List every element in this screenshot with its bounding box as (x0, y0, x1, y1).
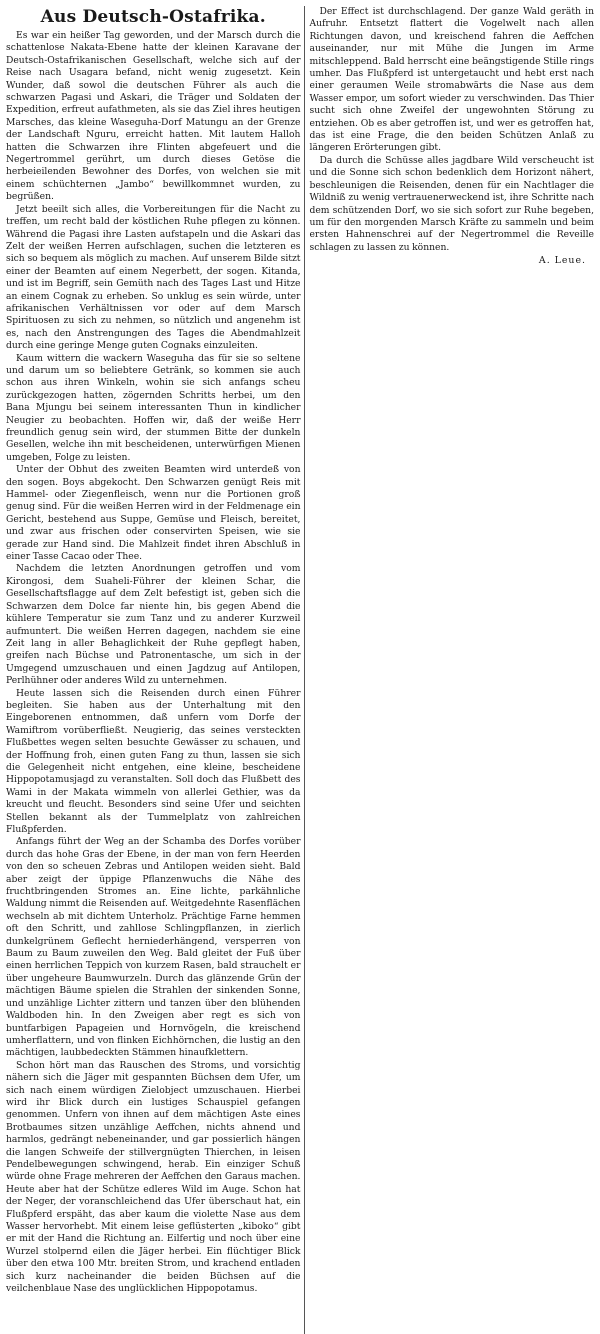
left-column (6, 6, 304, 1334)
article-title: Aus Deutsch-Ostafrika. (40, 7, 266, 27)
paragraph: Unter der Obhut des zweiten Beamten wird unterdeß von den sogen. Boys abgekocht. Den Schwarzen genügt Reis mit Hammel- oder Ziegenfleisch, wenn nur die Portionen groß genug sind. Für die weißen Herren wird in der Feldmenage ein Gericht, bestehend aus Suppe, Gemüse und Fleisch, bereitet, und zwar aus frischen oder conservirten Speisen, wie sie gerade zur Hand sind. Die Mahlzeit findet ihren Abschluß in einer Tasse Cacao oder Thee. (6, 464, 301, 563)
paragraph: Kaum wittern die wackern Waseguha das für sie so seltene und darum um so beliebtere Getränk, so kommen sie auch schon aus ihren Winkeln, wohin sie sich anfangs scheu zurückgezogen hatten, zögernden Schritts herbei, um den Bana Mjungu bei seinem interessanten Thun in kindlicher Neugier zu beobachten. Hoffen wir, daß der weiße Herr freundlich genug sein wird, der stummen Bitte der dunkeln Gesellen, welche ihn mit bescheidenen, unterwürfigen Mienen umgeben, Folge zu leisten. (6, 352, 301, 463)
paragraph: Es war ein heißer Tag geworden, und der Marsch durch die schattenlose Nakata-Ebene hatte der kleinen Karavane der Deutsch-Ostafrikanischen Gesellschaft, welche sich auf der Reise nach Usagara befand, nicht wenig zugesetzt. Kein Wunder, daß sowol die deutschen Führer als auch die schwarzen Pagasi und Askari, die Träger und Soldaten der Expedition, erfreut aufathmeten, als sie das Ziel ihres heutigen Marsches, das kleine Waseguha-Dorf Matungu an der Grenze der Landschaft Nguru, erreicht hatten. Mit lautem Halloh hatten die Schwarzen ihre Flinten abgefeuert und die Negertrommel gerührt, um durch dieses Getöse die herbeieilenden Bewohner des Dorfes, von welchen sie mit einem schüchternen „Jambo“ bewillkommnet wurden, zu begrüßen. (6, 30, 301, 203)
paragraph: Da durch die Schüsse alles jagdbare Wild verscheucht ist und die Sonne sich schon bedenklich dem Horizont nähert, beschleunigen die Reisenden, denen für ein Nachtlager die Wildniß zu wenig vertrauenerweckend ist, ihre Schritte nach dem schützenden Dorf, wo sie sich sofort zur Ruhe begeben, um für den morgenden Marsch Kräfte zu sammeln und beim ersten Hahnenschrei auf der Negertrommel die Reveille schlagen zu lassen zu können. (309, 154, 594, 253)
paragraph: Heute lassen sich die Reisenden durch einen Führer begleiten. Sie haben aus der Unterhaltung mit den Eingeborenen entnommen, daß unfern vom Dorfe der Wamiftrom vorüberfließt. Neugierig, das seines versteckten Flußbettes wegen selten besuchte Gewässer zu schauen, und der Hoffnung froh, einen guten Fang zu thun, lassen sie sich die Gelegenheit nicht entgehen, eine kleine, bescheidene Hippopotamusjagd zu veranstalten. Soll doch das Flußbett des Wami in der Makata wimmeln von allerlei Gethier, was da kreucht und fleucht. Besonders sind seine Ufer und seichten Stellen bekannt als der Tummelplatz von zahlreichen Flußpferden. (6, 687, 301, 835)
paragraph: Nachdem die letzten Anordnungen getroffen und vom Kirongosi, dem Suaheli-Führer der kleinen Schar, die Gesellschaftsflagge auf dem Zelt befestigt ist, geben sich die Schwarzen dem Dolce far niente hin, bis gegen Abend die kühlere Temperatur sie zum Tanz und zu anderer Kurzweil aufmuntert. Die weißen Herren dagegen, nachdem sie eine Zeit lang in aller Behaglichkeit der Ruhe gepflegt haben, greifen nach Büchse und Patronentasche, um sich in der Umgegend umzuschauen und einen Jagdzug auf Antilopen, Perlhühner oder anderes Wild zu unternehmen. (6, 563, 301, 687)
paragraph: Jetzt beeilt sich alles, die Vorbereitungen für die Nacht zu treffen, um recht bald der köstlichen Ruhe pflegen zu können. Während die Pagasi ihre Lasten aufstapeln und die Askari das Zelt der weißen Herren aufschlagen, suchen die letzteren es sich so bequem als möglich zu machen. Auf unserem Bilde sitzt einer der Beamten auf einem Negerbett, der sogen. Kitanda, und ist im Begriff, sein Gemüth nach des Tages Last und Hitze an einem Cognak zu erheben. So unklug es sein würde, unter afrikanischen Verhältnissen vor oder auf dem Marsch Spirituosen zu sich zu nehmen, so nützlich und angenehm ist es, nach den Anstrengungen des Tages die Abendmahlzeit durch eine geringe Menge guten Cognaks einzuleiten. (6, 203, 301, 352)
author-signature: A. Leue. (538, 255, 586, 267)
paragraph: Anfangs führt der Weg an der Schamba des Dorfes vorüber durch das hohe Gras der Ebene, in der man von fern Heerden von den so scheuen Zebras und Antilopen weiden sieht. Bald aber zeigt der üppige Pflanzenwuchs die Nähe des fruchtbringenden Stromes an. Eine lichte, parkähnliche Waldung nimmt die Reisenden auf. Weitgedehnte Rasenflächen wechseln ab mit dichtem Unterholz. Prächtige Farne hemmen oft den Schritt, und zahllose Schlingpflanzen, in zierlich dunkelgrünem Geflecht herniederhängend, versperren von Baum zu Baum zuweilen den Weg. Bald gleitet der Fuß über einen herrlichen Teppich von kurzem Rasen, bald strauchelt er über ungeheure Baumwurzeln. Durch das glänzende Grün der mächtigen Bäume spielen die Strahlen der sinkenden Sonne, und unzählige Lichter zittern und tanzen über den blühenden Waldboden hin. In den Zweigen aber regt es sich von buntfarbigen Papageien und Hornvögeln, die kreischend umherflattern, und von flinken Eichhörnchen, die lustig an den mächtigen, laubbedeckten Stämmen hinaufklettern. (6, 836, 301, 1059)
paragraph: Schon hört man das Rauschen des Stroms, und vorsichtig nähern sich die Jäger mit gespannten Büchsen dem Ufer, um sich nach einem würdigen Zielobject umzuschauen. Hierbei wird ihr Blick durch ein lustiges Schauspiel gefangen genommen. Unfern von ihnen auf dem mächtigen Aste eines Brotbaumes sitzen unzählige Aeffchen, nichts ahnend und harmlos, gedrängt nebeneinander, und gar possierlich hängen die langen Schweife der stillvergnügten Thierchen, in leisen Pendelbewegungen schwingend, herab. Ein einziger Schuß würde ohne Frage mehreren der Aeffchen den Garaus machen. Heute aber hat der Schütze edleres Wild im Auge. Schon hat der Neger, der voranschleichend das Ufer überschaut hat, ein Flußpferd erspäht, das aber kaum die violette Nase aus dem Wasser hervorhebt. Mit einem leise geflüsterten „kiboko“ gibt er mit der Hand die Richtung an. Eilfertig und noch über eine Wurzel stolpernd eilen die Jäger herbei. Ein flüchtiger Blick über den etwa 100 Mtr. breiten Strom, und krachend entladen sich kurz nacheinander die beiden Büchsen auf die veilchenblaue Nase des unglücklichen Hippopotamus. (6, 1059, 301, 1295)
right-column (305, 6, 594, 1334)
paragraph: Der Effect ist durchschlagend. Der ganze Wald geräth in Aufruhr. Entsetzt flattert die Vogelwelt nach allen Richtungen davon, und kreischend fahren die Aeffchen auseinander, nur mit Mühe die Jungen im Arme mitschleppend. Bald herrscht eine beängstigende Stille rings umher. Das Flußpferd ist untergetaucht und hebt erst nach einer geraumen Weile stromabwärts die Nase aus dem Wasser empor, um sofort wieder zu verschwinden. Das Thier sucht sich ohne Zweifel der ungewohnten Störung zu entziehen. Ob es aber getroffen ist, und wer es getroffen hat, das ist eine Frage, die den beiden Schützen Anlaß zu längeren Erörterungen gibt. (309, 6, 594, 154)
